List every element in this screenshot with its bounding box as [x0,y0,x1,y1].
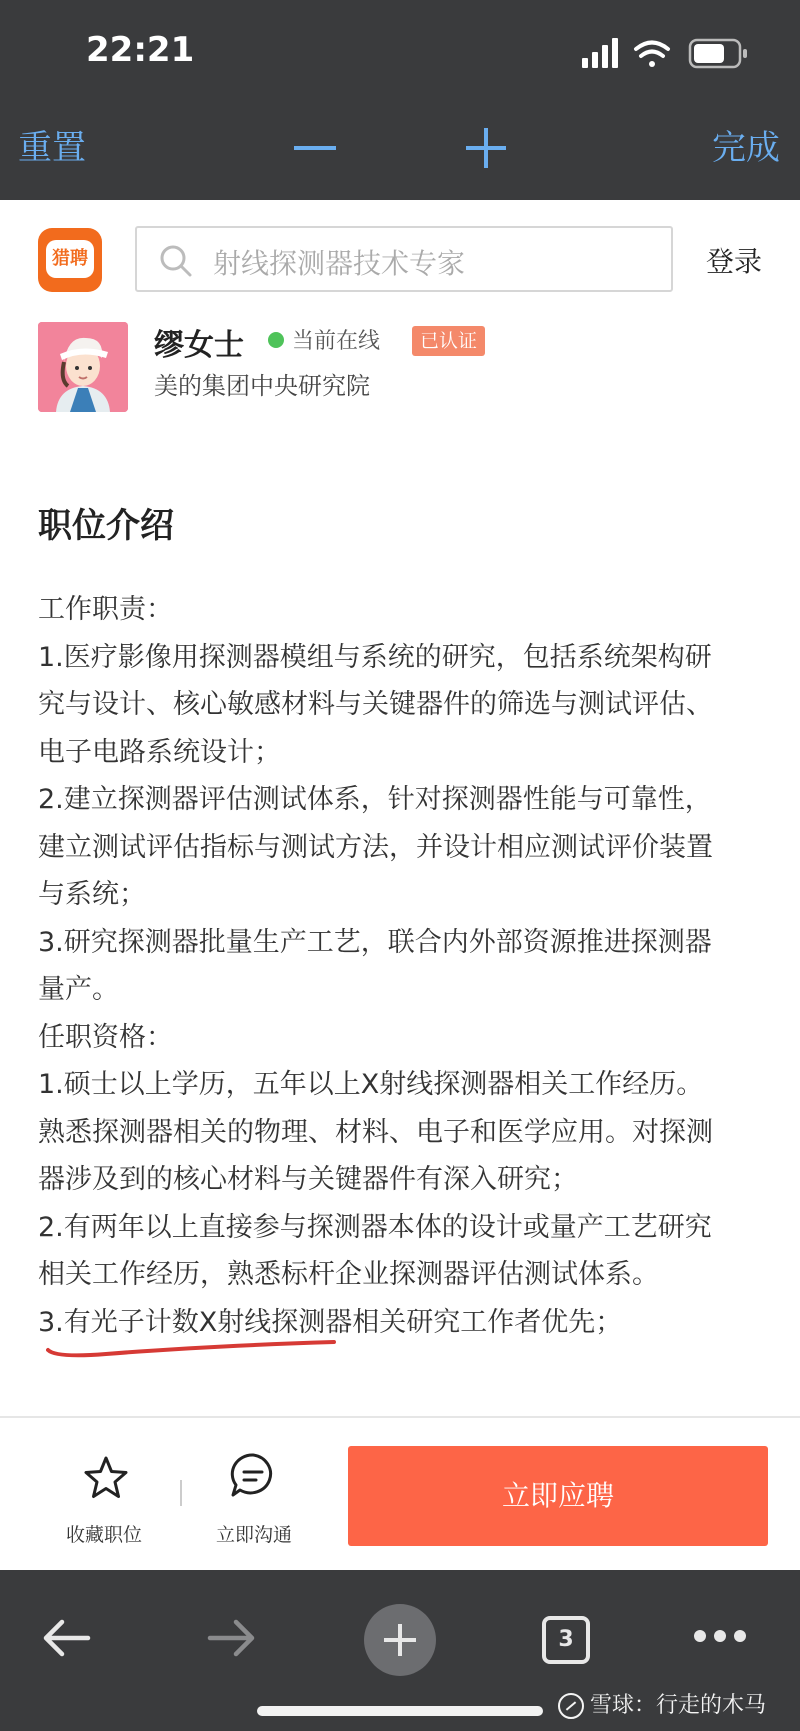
description-line: 究与设计、核心敏感材料与关键器件的筛选与测试评估、 [38,689,713,720]
home-indicator[interactable] [257,1706,543,1716]
red-underline-annotation [46,1324,336,1364]
forward-arrow-icon[interactable] [206,1616,258,1660]
avatar[interactable] [38,322,128,412]
tabs-count-button[interactable]: 3 [542,1616,590,1664]
description-line: 1.硕士以上学历，五年以上X射线探测器相关工作经历。 [38,1069,704,1100]
favorite-job-button[interactable]: 收藏职位 [66,1524,143,1546]
recruiter-name: 缪女士 [154,328,244,363]
star-icon[interactable] [82,1454,130,1502]
description-line: 3.研究探测器批量生产工艺，联合内外部资源推进探测器 [38,926,712,958]
signal-icon [582,38,618,68]
description-line: 器涉及到的核心材料与关键器件有深入研究； [38,1164,578,1195]
wifi-icon [636,43,668,68]
description-line: 熟悉探测器相关的物理、材料、电子和医学应用。对探测 [38,1116,713,1148]
watermark-text: 雪球：行走的木马 [590,1693,767,1718]
job-description [38,586,768,1346]
apply-now-button[interactable]: 立即应聘 [348,1446,768,1546]
xueqiu-logo-icon [558,1693,584,1719]
new-tab-button[interactable] [364,1604,436,1676]
search-icon [159,244,193,278]
description-line: 2.建立探测器评估测试体系，针对探测器性能与可靠性， [38,784,712,815]
reset-button[interactable]: 重置 [18,128,86,168]
action-bar [0,1416,800,1570]
description-line: 量产。 [38,974,119,1005]
browser-bottom-bar [0,1570,800,1731]
search-placeholder: 射线探测器技术专家 [213,247,466,280]
online-status-text: 当前在线 [292,329,381,354]
verified-badge: 已认证 [412,326,485,356]
description-line: 电子电路系统设计； [38,736,281,768]
battery-icon [690,40,747,67]
chat-now-button[interactable]: 立即沟通 [216,1524,293,1546]
avatar-illustration [38,322,128,412]
plus-icon[interactable] [466,128,506,168]
more-icon[interactable] [694,1630,746,1644]
logo-text: 猎聘 [46,240,94,278]
minus-icon[interactable] [294,146,336,150]
section-title: 职位介绍 [38,506,174,546]
divider [180,1480,182,1506]
status-time: 22:21 [86,30,195,70]
company-name: 美的集团中央研究院 [154,372,370,400]
description-line: 与系统； [38,879,146,910]
liepin-logo[interactable] [38,228,102,292]
back-arrow-icon[interactable] [40,1616,92,1660]
watermark [558,1688,766,1719]
description-line: 任职资格： [38,1021,173,1053]
login-link[interactable]: 登录 [706,245,763,278]
online-status-dot [268,332,284,348]
search-input[interactable] [135,226,673,292]
chat-icon[interactable] [228,1450,278,1500]
status-icons [582,36,752,72]
top-bar [0,0,800,200]
description-line: 相关工作经历，熟悉标杆企业探测器评估测试体系。 [38,1259,659,1290]
description-line: 1.医疗影像用探测器模组与系统的研究，包括系统架构研 [38,641,712,673]
description-line: 工作职责： [38,594,173,625]
description-line: 建立测试评估指标与测试方法，并设计相应测试评价装置 [38,831,713,863]
description-line: 3.有光子计数X射线探测器相关研究工作者优先； [38,1306,623,1338]
description-line: 2.有两年以上直接参与探测器本体的设计或量产工艺研究 [38,1211,712,1243]
done-button[interactable]: 完成 [712,128,780,168]
